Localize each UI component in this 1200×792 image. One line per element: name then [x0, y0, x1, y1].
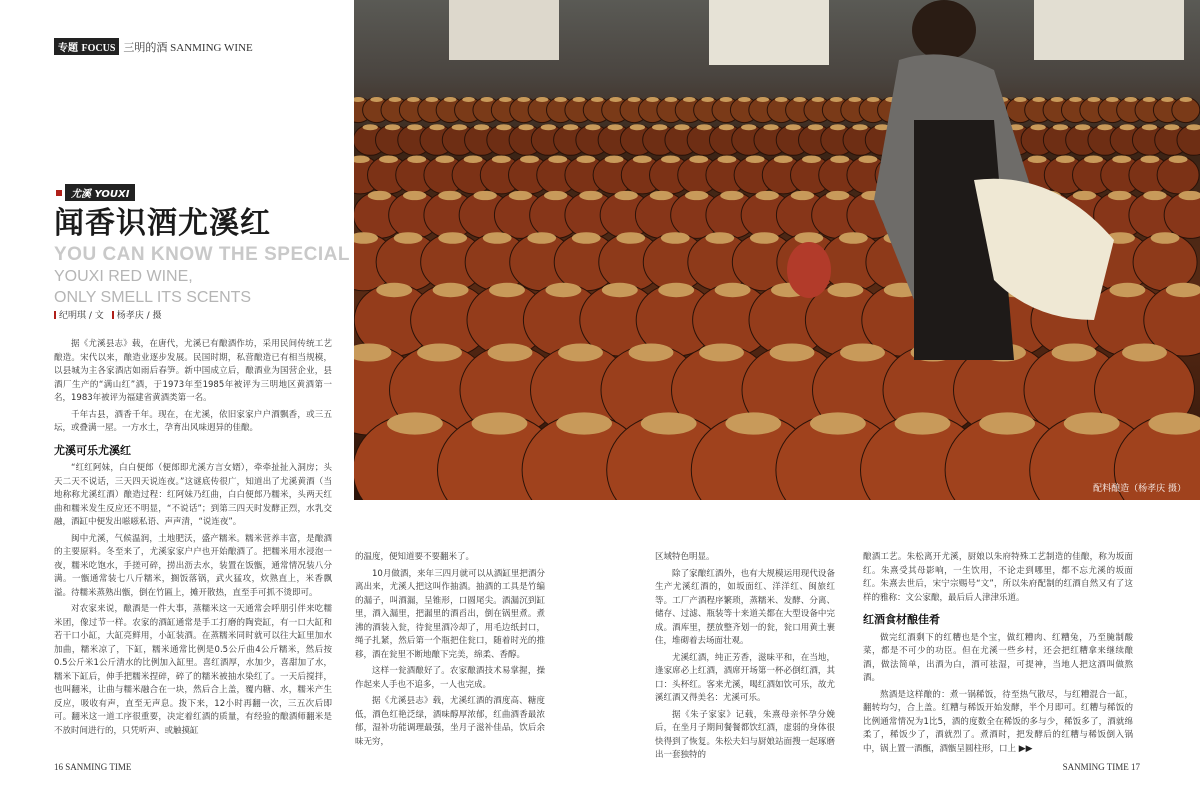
jar-lid-shape — [376, 283, 412, 297]
jar-lid-shape — [1112, 155, 1131, 163]
jar-lid-shape — [370, 97, 383, 102]
jar-lid-shape — [591, 97, 604, 102]
jar-lid-shape — [527, 232, 556, 244]
author-credit: 纪明琪 / 文 — [54, 308, 104, 321]
jar-lid-shape — [520, 155, 539, 163]
jar-lid-shape — [429, 124, 444, 130]
jar-lid-shape — [741, 124, 756, 130]
paragraph: 尤溪红酒，纯正芳香，滋味平和，在当地，逢家席必上红酒，酒席开场第一杯必倒红酒，其口：头杯红。客来尤溪，喝红酒如饮可乐，故尤溪红酒又得美名：尤溪可乐。 — [655, 652, 835, 703]
focus-tag: 专题 FOCUS — [54, 38, 119, 55]
jar-lid-shape — [719, 124, 734, 130]
page-number-left: 16 SANMING TIME — [54, 762, 132, 772]
jar-lid-shape — [544, 191, 567, 200]
jar-lid-shape — [738, 97, 751, 102]
jar-lid-shape — [858, 155, 877, 163]
jar-lid-shape — [605, 155, 624, 163]
jar-lid-shape — [763, 124, 778, 130]
jar-lid-shape — [867, 97, 880, 102]
jar-lid-shape — [1143, 97, 1156, 102]
jar-lid-shape — [433, 283, 469, 297]
jar-lid-shape — [725, 412, 781, 434]
paragraph: 做完红酒剩下的红糟也是个宝，做红糟肉、红糟兔，乃至腌制酸菜，都是不可少的功臣。但在尤溪一些乡村，还会把红糟拿来继续酿酒，做法简单，出酒为白，酒可祛湿，可提神，当地人把这酒叫做熬酒。 — [863, 632, 1133, 683]
article-subtitle-en-rest: YOUXI RED WINE, ONLY SMELL ITS SCENTS — [54, 268, 252, 306]
jar-lid-shape — [548, 155, 567, 163]
jar-lid-shape — [496, 124, 511, 130]
jar-lid-shape — [852, 124, 867, 130]
jar-lid-shape — [379, 155, 398, 163]
jar-lid-shape — [1108, 191, 1131, 200]
photo-credit: 杨孝庆 / 摄 — [112, 308, 162, 321]
paragraph: 熬酒是这样酿的：煮一锅稀饭，待至热气散尽，与红糟混合一缸，翻转均匀，合上盖。红糟与稀饭开始发酵，半个月即可。红糟与稀饭的比例通常情况为1比5，酒的度数全在稀饭的多与少，稀饭多了，酒就绵柔了，稀饭少了，酒就烈了。煮酒时，把发酵后的红糟与稀饭倒入锅中，锅上置一酒甑，酒甑呈圆柱形，口上 ▶▶ — [863, 689, 1133, 754]
jar-lid-shape — [576, 155, 595, 163]
jar-lid-shape — [1180, 97, 1193, 102]
paragraph: 据《尤溪县志》载，尤溪红酒的酒度高、糖度低，酒色红艳泛绿，酒味醇厚浓郁，红曲酒香最浓郁，湿补功能调理最强，坐月子滋补佳品，饮后余味无穷， — [355, 696, 545, 747]
paragraph: 区域特色明显。 — [655, 552, 715, 562]
window-shape — [1034, 0, 1184, 60]
jar-lid-shape — [368, 191, 391, 200]
accent-square — [56, 190, 62, 196]
paragraph: 酿酒工艺。朱松离开尤溪，厨娘以朱府特殊工艺制造的佳酿，称为坂面红。朱熹受其母影响，一生饮用，不论走到哪里，都不忘尤溪的坂面红。朱熹去世后，宋宁宗赐号“文”，所以朱府配制的红酒自然又有了这样的雅称：文公家酿，最后后人津津乐道。 — [863, 552, 1133, 603]
jar-lid-shape — [661, 232, 690, 244]
jar-lid-shape — [791, 191, 814, 200]
paragraph: “红红阿妹，白白便郎（便郎即尤溪方言女婿），牵牵扯扯入洞房；头天二天不说话，三天四天说连夜。”这谜底传很广，知道出了尤溪黄酒（当地称称尤溪红酒）酿造过程：红阿妹乃红曲，白白便郎乃糯米，头两天红曲和糯米发生反应还不明显，“不说话”；到第三四天时发酵正烈，水乳交融，酒缸中便发出嗞嗞私语、声声清，“说连夜”。 — [54, 463, 332, 527]
hero-photo — [354, 0, 1200, 500]
page-number-right: SANMING TIME 17 — [1062, 762, 1140, 772]
jar-lid-shape — [683, 97, 696, 102]
jar-lid-shape — [646, 97, 659, 102]
double-arrow-right-icon: ▶▶ — [1018, 743, 1033, 754]
jar-lid-shape — [394, 232, 423, 244]
paragraph: 对农家来说，酿酒是一件大事，蒸糯米这一天通常会呼朋引伴来吃糯米团，像过节一样。农家的酒缸通常是手工打磨的陶瓷缸，有一口大缸和若干口小缸，大缸亮鲜用，小缸装酒。在蒸糯米同时就可以往大缸里加水加曲，糯米凉了，下缸，糯米通常比例是0.5公斤曲4公斤糯米，然后按0.5公斤米1公斤清水的比例加入缸里。喜红酒厚，水加少，喜甜加了水，糯米下缸后，伸手把糯米捏碎，碎了的糯米被抽水染红了。一天后搅拌，也叫翻米，让曲与糯米融合在一块，然后合上盖，覆内糖、水，糯米产生反应，吸收有声，直至无声息。拨下来，12小时再翻一次，三五次后即可。翻米这一道工序很重要，决定着红酒的质量，有经验的酿酒师翻米是不放时间进行的，只凭听声、或触摸缸 — [54, 604, 332, 736]
jar-lid-shape — [1052, 344, 1097, 362]
body-column-2 — [355, 551, 545, 752]
jar-lid-shape — [481, 97, 494, 102]
jar-lid-shape — [1051, 97, 1064, 102]
subheading: 尤溪可乐尤溪红 — [54, 443, 131, 457]
subheading: 红酒食材酿佳肴 — [863, 613, 940, 626]
jar-lid-shape — [699, 344, 744, 362]
jar-lid-shape — [572, 232, 601, 244]
jar-lid-shape — [715, 283, 751, 297]
jar-lid-shape — [616, 232, 645, 244]
paragraph: 的温度，便知道要不要翻米了。 — [355, 552, 475, 562]
jar-lid-shape — [518, 124, 533, 130]
jar-lid-shape — [810, 412, 866, 434]
jar-lid-shape — [509, 191, 532, 200]
jar-lid-shape — [827, 283, 863, 297]
jar-lid-shape — [1120, 124, 1135, 130]
jar-lid-shape — [517, 97, 530, 102]
jar-lid-shape — [802, 155, 821, 163]
jar-lid-shape — [830, 124, 845, 130]
jar-lid-shape — [830, 97, 843, 102]
jar-lid-shape — [848, 97, 861, 102]
jar-lid-shape — [705, 232, 734, 244]
jar-lid-shape — [614, 191, 637, 200]
jar-lid-shape — [363, 124, 378, 130]
window-shape — [709, 0, 829, 65]
jar-lid-shape — [1053, 124, 1068, 130]
jar-lid-shape — [554, 97, 567, 102]
byline — [54, 308, 162, 321]
jar-lid-shape — [385, 124, 400, 130]
jar-lid-shape — [579, 191, 602, 200]
jar-lid-shape — [786, 124, 801, 130]
jar-lid-shape — [826, 191, 849, 200]
jar-lid-shape — [585, 124, 600, 130]
jar-lid-shape — [407, 97, 420, 102]
jar-lid-shape — [556, 412, 612, 434]
jar-lid-shape — [462, 97, 475, 102]
jar-lid-shape — [1030, 124, 1045, 130]
jar-lid-shape — [697, 124, 712, 130]
jar-lid-shape — [1142, 124, 1157, 130]
jar-lid-shape — [750, 232, 779, 244]
jar-lid-shape — [602, 283, 638, 297]
paragraph: 这样一瓮酒酿好了。农家酿酒技术易掌握，操作起来人手也不追多，一人也完成。 — [355, 666, 545, 690]
jar-lid-shape — [665, 97, 678, 102]
article-title: 闻香识酒尤溪红 — [54, 206, 271, 241]
jar-lid-shape — [774, 155, 793, 163]
body-column-4 — [863, 551, 1133, 759]
paragraph: 除了家酿红酒外，也有大规模运用现代设备生产尤溪红酒的，如坂面红、洋洋红、闽旅红等。工厂产酒程序繁琐，蒸糯米、发酵、分离、储存、过滤、瓶装等十来道关都在大型设备中完成。酒库里，摆放整齐划一的瓮，瓮口用黄土裹住，堆砌着去场面壮观。 — [655, 568, 835, 646]
section-name: 三明的酒 SANMING WINE — [123, 41, 253, 54]
jar-lid-shape — [689, 155, 708, 163]
jar-lid-shape — [474, 124, 489, 130]
jar-lid-shape — [720, 191, 743, 200]
jar-lid-shape — [1084, 155, 1103, 163]
paragraph: 据《尤溪县志》载，在唐代，尤溪已有酿酒作坊，采用民间传统工艺酿造。宋代以来，酿造业逐步发展。民国时期，私营酿造已有相当规模，以县城为主各家酒店如雨后春笋。新中国成立后，酿酒业为国营企业，县酒厂生产的“满山红”酒，于1973年至1985年被评为三明地区黄酒第一名，1983年被评为福建省黄酒类第一名。 — [54, 339, 332, 403]
jar-lid-shape — [435, 155, 454, 163]
jar-lid-shape — [717, 155, 736, 163]
jar-lid-shape — [573, 97, 586, 102]
jar-lid-shape — [472, 412, 528, 434]
jar-lid-shape — [775, 97, 788, 102]
jar-lid-shape — [407, 155, 426, 163]
jar-lid-shape — [1014, 97, 1027, 102]
section-header — [54, 38, 253, 55]
jar-lid-shape — [489, 283, 525, 297]
jar-lid-shape — [499, 97, 512, 102]
jar-lid-shape — [536, 97, 549, 102]
jar-lid-shape — [685, 191, 708, 200]
jar-lid-shape — [1028, 155, 1047, 163]
jar-lid-shape — [674, 124, 689, 130]
jar-lid-shape — [641, 412, 697, 434]
jar-lid-shape — [630, 124, 645, 130]
jar-lid-shape — [488, 344, 533, 362]
region-tag: 尤溪 YOUXI — [65, 184, 135, 201]
jar-lid-shape — [452, 124, 467, 130]
jar-lid-shape — [1169, 155, 1188, 163]
jar-lid-shape — [1064, 412, 1120, 434]
jar-lid-shape — [438, 191, 461, 200]
jar-lid-shape — [464, 155, 483, 163]
jar-lid-shape — [812, 97, 825, 102]
jar-lid-shape — [438, 232, 467, 244]
jar-lid-shape — [1097, 124, 1112, 130]
jar-lid-shape — [417, 344, 462, 362]
jar-lid-shape — [1124, 97, 1137, 102]
jar-lid-shape — [473, 191, 496, 200]
jar-lid-shape — [839, 232, 868, 244]
jar-lid-shape — [633, 155, 652, 163]
jar-lid-shape — [1140, 155, 1159, 163]
jar-lid-shape — [483, 232, 512, 244]
jar-lid-shape — [658, 283, 694, 297]
window-shape — [449, 0, 559, 60]
jar-lid-shape — [755, 191, 778, 200]
jar-lid-shape — [387, 412, 443, 434]
jar-lid-shape — [979, 412, 1035, 434]
photo-caption: 配料酿造（杨孝庆 摄） — [1093, 484, 1186, 494]
jar-lid-shape — [545, 283, 581, 297]
jar-lid-shape — [808, 124, 823, 130]
body-column-3 — [655, 551, 835, 766]
jar-lid-shape — [407, 124, 422, 130]
jar-lid-shape — [1032, 97, 1045, 102]
jar-lid-shape — [793, 97, 806, 102]
jar-lid-shape — [629, 344, 674, 362]
jar-lid-shape — [492, 155, 511, 163]
paragraph: 闽中尤溪，气候温润，土地肥沃，盛产糯米。糯米营养丰富，是酿酒的主要原料。冬至来了，尤溪家家户户也开始酿酒了。把糯米用水浸泡一夜，糯米吃饱水，手搓可碎，捞出沥去水，装置在饭甑，通常情况装八分满。一甑通常装七八斤糯米，搁饭落锅，武火猛攻，炊熟直上，米香飘溢。待糯米蒸熟出甑，倒在竹匾上，摊开散热，直至手可抓不烫即可。 — [54, 533, 332, 598]
jar-lid-shape — [1088, 97, 1101, 102]
jar-lid-shape — [444, 97, 457, 102]
jar-lid-shape — [1109, 283, 1145, 297]
jar-lid-shape — [757, 97, 770, 102]
jar-lid-shape — [541, 124, 556, 130]
jar-lid-shape — [650, 191, 673, 200]
jar-lid-shape — [1106, 97, 1119, 102]
jar-lid-shape — [1161, 97, 1174, 102]
jar-lid-shape — [830, 155, 849, 163]
paragraph: 据《朱子家家》记载，朱熹母亲怀孕分娩后，在坐月子期间餐餐都饮红酒，虚弱的身体很快得到了恢复。朱松夫妇与厨娘站面搜一起琢磨出一套独特的 — [655, 709, 835, 760]
jar-lid-shape — [1164, 124, 1179, 130]
jar-lid-shape — [895, 412, 951, 434]
jar-lid-shape — [628, 97, 641, 102]
jar-lid-shape — [425, 97, 438, 102]
jar-lid-shape — [661, 155, 680, 163]
body-column-1 — [54, 338, 332, 741]
paragraph: 10月做酒，来年三四月就可以从酒缸里把酒分离出来，尤溪人把这叫作抽酒。抽酒的工具是竹编的漏子，叫酒漏，呈锥形，口圆尾尖。酒漏沉到缸里，酒入漏里，把漏里的酒舀出，倒在锅里煮。煮沸的酒装入瓮，待瓮里酒冷却了，用毛边纸封口，绳子扎紧，然后第一个瓶把住瓮口，随着时光的推移，酒在瓮里不断地酿下完美，绵柔、香醇。 — [355, 568, 545, 660]
jar-lid-shape — [389, 97, 402, 102]
jar-lid-shape — [563, 124, 578, 130]
jar-lid-shape — [652, 124, 667, 130]
jar-lid-shape — [840, 344, 885, 362]
paragraph: 千年古县，酒香千年。现在，在尤溪，依旧家家户户酒飘香，或三五坛，或叠满一屋。一方水土，孕育出风味迥异的佳酿。 — [54, 409, 332, 433]
jar-lid-shape — [403, 191, 426, 200]
jar-lid-shape — [1056, 155, 1075, 163]
jar-lid-shape — [1073, 191, 1096, 200]
jar-lid-shape — [720, 97, 733, 102]
jar-lid-shape — [1075, 124, 1090, 130]
jar-lid-shape — [770, 344, 815, 362]
jar-lid-shape — [609, 97, 622, 102]
jar-lid-shape — [558, 344, 603, 362]
jar-lid-shape — [1122, 344, 1167, 362]
jar-lid-shape — [607, 124, 622, 130]
jar-lid-shape — [1151, 232, 1180, 244]
wine-jars-illustration — [354, 0, 1200, 500]
jar-lid-shape — [1143, 191, 1166, 200]
jar-lid-shape — [701, 97, 714, 102]
article-subtitle-en: YOU CAN KNOW THE SPECIAL — [54, 244, 350, 265]
jar-lid-shape — [746, 155, 765, 163]
jar-lid-shape — [1069, 97, 1082, 102]
